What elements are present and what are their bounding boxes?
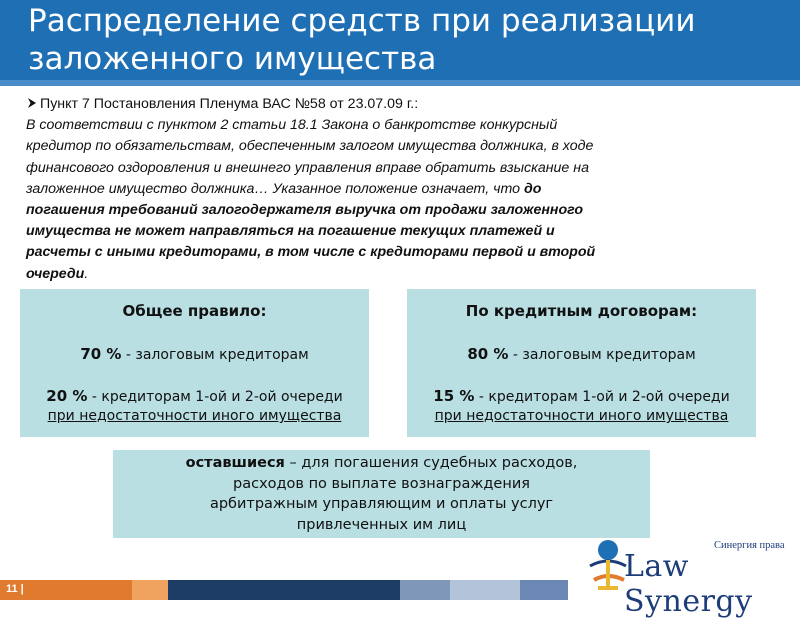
general-rule-condition: при недостаточности иного имущества (47, 408, 342, 424)
page-number: 11 | (6, 583, 24, 595)
slide-title-line-2: заложенного имущества (28, 41, 437, 77)
general-rule-pledge-pct: 70 % (80, 345, 122, 363)
remainder-line-4: привлеченных им лиц (296, 516, 467, 533)
footer-segment-navy (168, 580, 400, 600)
credit-agreements-box (407, 289, 756, 437)
footer-segment-mid (520, 580, 568, 600)
remainder-lead: оставшиеся (185, 455, 285, 471)
credit-rule-priority-row (407, 387, 756, 405)
paragraph-line-bold: очереди (26, 265, 85, 282)
general-rule-priority-row (20, 387, 369, 405)
remainder-line-2: расходов по выплате вознаграждения (233, 475, 530, 492)
credit-rule-pledge-pct: 80 % (467, 345, 509, 363)
paragraph-line (26, 158, 774, 179)
general-rule-title: Общее правило: (122, 302, 267, 320)
general-rule-box (20, 289, 369, 437)
remainder-box (113, 450, 650, 538)
paragraph-line (26, 200, 774, 221)
credit-rule-pledge-row (407, 345, 756, 363)
footer-segment-steel (400, 580, 450, 600)
paragraph-line (26, 136, 774, 157)
resolution-paragraph (26, 94, 774, 285)
slide-title-line-1: Распределение средств при реализации (28, 3, 696, 39)
footer-segment-light-orange (132, 580, 168, 600)
paragraph-line-bold: до (523, 180, 542, 197)
credit-rule-priority-pct: 15 % (433, 387, 475, 405)
remainder-line-1 (113, 450, 650, 474)
paragraph-line-bold: погашения требований залогодержателя выручка от продажи заложенного (26, 202, 584, 219)
paragraph-line-tail: . (84, 265, 89, 282)
general-rule-pledge-row (20, 345, 369, 363)
paragraph-line-italic: кредитор по обязательствам, обеспеченным залогом имущества должника, в ходе (26, 138, 594, 155)
paragraph-line (26, 115, 774, 136)
paragraph-line-bold: расчеты с иными кредиторами, в том числе с кредиторами первой и второй (26, 244, 596, 261)
slide-title (28, 2, 788, 78)
paragraph-line-bold: имущества не может направляться на погашение текущих платежей и (26, 223, 555, 240)
law-synergy-logo (586, 536, 800, 619)
slide-header (0, 0, 800, 80)
footer-segment-pale (450, 580, 520, 600)
general-rule-priority-pct: 20 % (46, 387, 88, 405)
paragraph-line (26, 179, 774, 200)
paragraph-line-italic: финансового оздоровления и внешнего управления вправе обратить взыскание на (26, 159, 589, 176)
credit-rule-pledge-text: - залоговым кредиторам (508, 347, 696, 363)
logo-name: Law Synergy (624, 549, 753, 619)
credit-rule-condition: при недостаточности иного имущества (434, 408, 729, 424)
paragraph-line (26, 242, 774, 263)
paragraph-line-italic: В соответствии с пунктом 2 статьи 18.1 Закона о банкротстве конкурсный (26, 117, 558, 134)
header-underline-bar (0, 80, 800, 86)
paragraph-line (26, 221, 774, 242)
paragraph-line-italic: заложенное имущество должника… Указанное положение означает, что (26, 180, 524, 197)
paragraph-line (26, 264, 774, 285)
credit-rule-title: По кредитным договорам: (465, 302, 698, 320)
general-rule-pledge-text: - залоговым кредиторам (121, 347, 309, 363)
general-rule-priority-text: - кредиторам 1-ой и 2-ой очереди (87, 389, 343, 405)
remainder-line-3: арбитражным управляющим и оплаты услуг (209, 496, 554, 512)
credit-rule-priority-text: - кредиторам 1-ой и 2-ой очереди (474, 389, 730, 405)
arrow-bullet-icon (26, 97, 38, 109)
bullet-heading (26, 94, 774, 115)
bullet-heading-text: Пункт 7 Постановления Пленума ВАС №58 от 23.07.09 г.: (40, 96, 419, 112)
logo-tagline: Синергия права (714, 540, 785, 551)
remainder-line-1-rest: – для погашения судебных расходов, (284, 455, 578, 471)
